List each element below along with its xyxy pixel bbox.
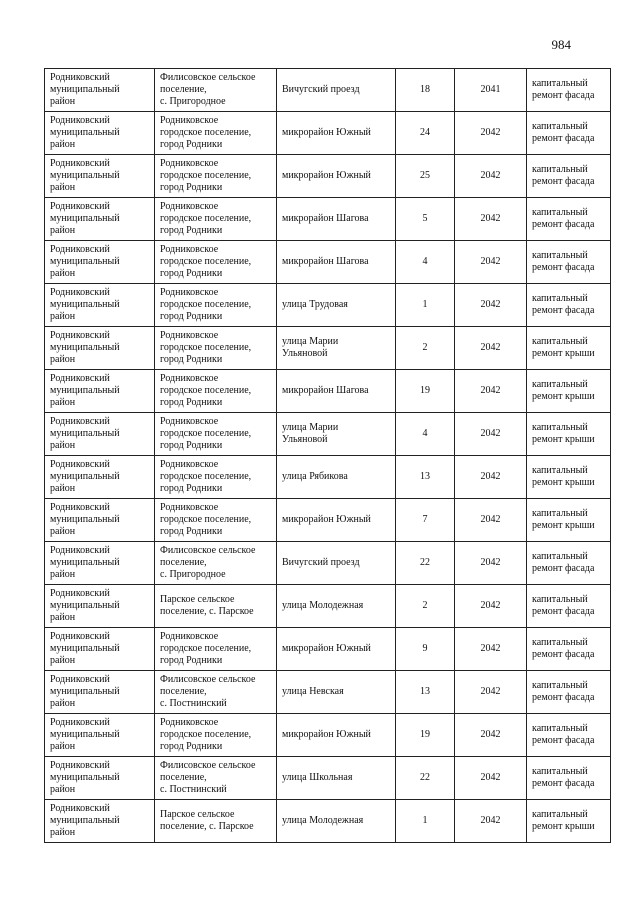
district-cell [45, 370, 155, 413]
work-type-cell-text: капитальный ремонт фасада [532, 293, 595, 316]
settlement-cell [155, 757, 277, 800]
table-row [45, 112, 611, 155]
work-type-cell-text: капитальный ремонт крыши [532, 336, 595, 359]
work-type-cell [527, 585, 611, 628]
street-cell [277, 628, 396, 671]
work-type-cell [527, 413, 611, 456]
street-cell [277, 413, 396, 456]
work-type-cell-text: капитальный ремонт крыши [532, 465, 595, 488]
district-cell [45, 628, 155, 671]
district-cell [45, 112, 155, 155]
district-cell-text: Родниковский муниципальный район [50, 244, 120, 279]
settlement-cell [155, 542, 277, 585]
street-cell-text: улица Марии Ульяновой [282, 336, 339, 359]
house-number-cell [396, 585, 455, 628]
year-cell-text: 2042 [480, 772, 501, 783]
district-cell-text: Родниковский муниципальный район [50, 717, 120, 752]
settlement-cell-text: Родниковское городское поселение, город Родники [160, 158, 252, 193]
settlement-cell-text: Родниковское городское поселение, город Родники [160, 330, 252, 365]
work-type-cell [527, 800, 611, 843]
house-number-cell-text: 1 [422, 299, 428, 310]
settlement-cell [155, 413, 277, 456]
district-cell-text: Родниковский муниципальный район [50, 72, 120, 107]
work-type-cell-text: капитальный ремонт фасада [532, 680, 595, 703]
table-row [45, 241, 611, 284]
work-type-cell [527, 198, 611, 241]
street-cell [277, 800, 396, 843]
settlement-cell [155, 284, 277, 327]
table-row [45, 757, 611, 800]
year-cell-text: 2042 [480, 299, 501, 310]
work-type-cell-text: капитальный ремонт фасада [532, 723, 595, 746]
table-row [45, 198, 611, 241]
work-type-cell-text: капитальный ремонт крыши [532, 809, 595, 832]
settlement-cell-text: Родниковское городское поселение, город Родники [160, 287, 252, 322]
house-number-cell [396, 155, 455, 198]
street-cell-text: улица Рябикова [282, 471, 348, 482]
settlement-cell [155, 456, 277, 499]
year-cell-text: 2042 [480, 428, 501, 439]
table-row [45, 499, 611, 542]
year-cell-text: 2042 [480, 471, 501, 482]
house-number-cell [396, 112, 455, 155]
year-cell [455, 456, 527, 499]
house-number-cell-text: 2 [422, 600, 428, 611]
street-cell [277, 284, 396, 327]
year-cell [455, 327, 527, 370]
district-cell [45, 198, 155, 241]
house-number-cell [396, 327, 455, 370]
year-cell [455, 112, 527, 155]
district-cell [45, 456, 155, 499]
year-cell-text: 2042 [480, 600, 501, 611]
work-type-cell [527, 628, 611, 671]
settlement-cell [155, 198, 277, 241]
year-cell [455, 370, 527, 413]
settlement-cell-text: Родниковское городское поселение, город Родники [160, 459, 252, 494]
work-type-cell-text: капитальный ремонт фасада [532, 207, 595, 230]
district-cell-text: Родниковский муниципальный район [50, 158, 120, 193]
street-cell [277, 155, 396, 198]
house-number-cell-text: 19 [420, 729, 430, 740]
street-cell [277, 542, 396, 585]
work-type-cell-text: капитальный ремонт крыши [532, 508, 595, 531]
table-row [45, 585, 611, 628]
year-cell-text: 2042 [480, 643, 501, 654]
district-cell-text: Родниковский муниципальный район [50, 631, 120, 666]
table-body [45, 69, 611, 843]
district-cell-text: Родниковский муниципальный район [50, 545, 120, 580]
year-cell [455, 69, 527, 112]
house-number-cell-text: 24 [420, 127, 430, 138]
district-cell [45, 327, 155, 370]
street-cell-text: улица Марии Ульяновой [282, 422, 339, 445]
settlement-cell-text: Родниковское городское поселение, город Родники [160, 502, 252, 537]
work-type-cell [527, 671, 611, 714]
street-cell-text: улица Трудовая [282, 299, 348, 310]
settlement-cell [155, 714, 277, 757]
year-cell-text: 2042 [480, 815, 501, 826]
district-cell-text: Родниковский муниципальный район [50, 416, 120, 451]
year-cell [455, 284, 527, 327]
work-type-cell [527, 112, 611, 155]
year-cell [455, 800, 527, 843]
street-cell [277, 112, 396, 155]
year-cell [455, 155, 527, 198]
table-row [45, 628, 611, 671]
house-number-cell-text: 19 [420, 385, 430, 396]
street-cell [277, 370, 396, 413]
settlement-cell-text: Парское сельское поселение, с. Парское [160, 809, 254, 832]
settlement-cell-text: Родниковское городское поселение, город Родники [160, 416, 252, 451]
street-cell-text: улица Невская [282, 686, 344, 697]
settlement-cell-text: Родниковское городское поселение, город Родники [160, 631, 252, 666]
street-cell-text: микрорайон Южный [282, 643, 371, 654]
house-number-cell [396, 241, 455, 284]
street-cell [277, 456, 396, 499]
house-number-cell-text: 5 [422, 213, 428, 224]
street-cell-text: улица Школьная [282, 772, 353, 783]
table-row [45, 413, 611, 456]
house-number-cell [396, 499, 455, 542]
repair-schedule-table [44, 68, 611, 843]
table-row [45, 542, 611, 585]
page-number: 984 [551, 37, 571, 52]
table-row [45, 69, 611, 112]
house-number-cell-text: 4 [422, 256, 428, 267]
district-cell-text: Родниковский муниципальный район [50, 502, 120, 537]
house-number-cell-text: 18 [420, 84, 430, 95]
settlement-cell-text: Филисовское сельское поселение, с. Постнинский [160, 674, 256, 709]
settlement-cell [155, 69, 277, 112]
district-cell [45, 413, 155, 456]
table-row [45, 671, 611, 714]
settlement-cell [155, 585, 277, 628]
settlement-cell [155, 628, 277, 671]
year-cell [455, 241, 527, 284]
district-cell-text: Родниковский муниципальный район [50, 287, 120, 322]
settlement-cell-text: Родниковское городское поселение, город Родники [160, 201, 252, 236]
table-row [45, 800, 611, 843]
house-number-cell [396, 456, 455, 499]
settlement-cell [155, 112, 277, 155]
district-cell [45, 757, 155, 800]
district-cell [45, 585, 155, 628]
table-row [45, 370, 611, 413]
work-type-cell [527, 155, 611, 198]
work-type-cell [527, 757, 611, 800]
settlement-cell [155, 241, 277, 284]
house-number-cell-text: 22 [420, 557, 430, 568]
work-type-cell-text: капитальный ремонт фасада [532, 594, 595, 617]
house-number-cell-text: 22 [420, 772, 430, 783]
settlement-cell [155, 155, 277, 198]
table-row [45, 284, 611, 327]
house-number-cell [396, 69, 455, 112]
district-cell-text: Родниковский муниципальный район [50, 760, 120, 795]
street-cell-text: микрорайон Южный [282, 729, 371, 740]
work-type-cell-text: капитальный ремонт фасада [532, 121, 595, 144]
settlement-cell [155, 671, 277, 714]
district-cell-text: Родниковский муниципальный район [50, 201, 120, 236]
year-cell [455, 628, 527, 671]
work-type-cell-text: капитальный ремонт фасада [532, 250, 595, 273]
work-type-cell [527, 327, 611, 370]
street-cell-text: микрорайон Южный [282, 170, 371, 181]
work-type-cell-text: капитальный ремонт фасада [532, 164, 595, 187]
house-number-cell [396, 757, 455, 800]
district-cell-text: Родниковский муниципальный район [50, 459, 120, 494]
district-cell [45, 241, 155, 284]
work-type-cell [527, 456, 611, 499]
district-cell-text: Родниковский муниципальный район [50, 115, 120, 150]
house-number-cell-text: 25 [420, 170, 430, 181]
district-cell-text: Родниковский муниципальный район [50, 330, 120, 365]
street-cell-text: микрорайон Южный [282, 127, 371, 138]
year-cell-text: 2042 [480, 342, 501, 353]
district-cell-text: Родниковский муниципальный район [50, 588, 120, 623]
street-cell [277, 671, 396, 714]
year-cell-text: 2042 [480, 686, 501, 697]
year-cell [455, 757, 527, 800]
work-type-cell [527, 499, 611, 542]
year-cell [455, 198, 527, 241]
house-number-cell-text: 7 [422, 514, 428, 525]
work-type-cell-text: капитальный ремонт крыши [532, 379, 595, 402]
year-cell-text: 2042 [480, 256, 501, 267]
house-number-cell-text: 13 [420, 471, 430, 482]
street-cell-text: улица Молодежная [282, 600, 364, 611]
work-type-cell-text: капитальный ремонт фасада [532, 766, 595, 789]
year-cell-text: 2042 [480, 127, 501, 138]
table-row [45, 155, 611, 198]
year-cell [455, 499, 527, 542]
street-cell [277, 198, 396, 241]
street-cell-text: Вичугский проезд [282, 84, 360, 95]
settlement-cell-text: Родниковское городское поселение, город Родники [160, 717, 252, 752]
street-cell [277, 585, 396, 628]
work-type-cell [527, 542, 611, 585]
district-cell-text: Родниковский муниципальный район [50, 803, 120, 838]
street-cell [277, 241, 396, 284]
street-cell-text: микрорайон Южный [282, 514, 371, 525]
settlement-cell-text: Родниковское городское поселение, город Родники [160, 373, 252, 408]
settlement-cell-text: Родниковское городское поселение, город Родники [160, 244, 252, 279]
settlement-cell [155, 370, 277, 413]
settlement-cell-text: Филисовское сельское поселение, с. Пригородное [160, 545, 256, 580]
work-type-cell [527, 284, 611, 327]
district-cell-text: Родниковский муниципальный район [50, 674, 120, 709]
year-cell-text: 2042 [480, 385, 501, 396]
house-number-cell [396, 413, 455, 456]
house-number-cell [396, 800, 455, 843]
settlement-cell [155, 327, 277, 370]
work-type-cell-text: капитальный ремонт фасада [532, 551, 595, 574]
street-cell [277, 327, 396, 370]
district-cell-text: Родниковский муниципальный район [50, 373, 120, 408]
year-cell-text: 2042 [480, 557, 501, 568]
settlement-cell-text: Филисовское сельское поселение, с. Пригородное [160, 72, 256, 107]
district-cell [45, 542, 155, 585]
settlement-cell [155, 800, 277, 843]
work-type-cell-text: капитальный ремонт фасада [532, 637, 595, 660]
year-cell [455, 542, 527, 585]
settlement-cell [155, 499, 277, 542]
district-cell [45, 155, 155, 198]
district-cell [45, 714, 155, 757]
street-cell [277, 499, 396, 542]
year-cell [455, 671, 527, 714]
street-cell [277, 757, 396, 800]
district-cell [45, 499, 155, 542]
house-number-cell-text: 9 [422, 643, 428, 654]
work-type-cell-text: капитальный ремонт фасада [532, 78, 595, 101]
settlement-cell-text: Родниковское городское поселение, город Родники [160, 115, 252, 150]
house-number-cell [396, 370, 455, 413]
street-cell-text: микрорайон Шагова [282, 213, 369, 224]
street-cell [277, 714, 396, 757]
street-cell [277, 69, 396, 112]
year-cell-text: 2042 [480, 170, 501, 181]
district-cell [45, 284, 155, 327]
street-cell-text: микрорайон Шагова [282, 256, 369, 267]
house-number-cell [396, 714, 455, 757]
house-number-cell-text: 1 [422, 815, 428, 826]
district-cell [45, 800, 155, 843]
house-number-cell-text: 2 [422, 342, 428, 353]
settlement-cell-text: Филисовское сельское поселение, с. Постнинский [160, 760, 256, 795]
district-cell [45, 69, 155, 112]
street-cell-text: микрорайон Шагова [282, 385, 369, 396]
district-cell [45, 671, 155, 714]
table-row [45, 456, 611, 499]
year-cell [455, 585, 527, 628]
work-type-cell [527, 69, 611, 112]
house-number-cell-text: 13 [420, 686, 430, 697]
house-number-cell [396, 671, 455, 714]
work-type-cell [527, 370, 611, 413]
settlement-cell-text: Парское сельское поселение, с. Парское [160, 594, 254, 617]
house-number-cell [396, 284, 455, 327]
house-number-cell-text: 4 [422, 428, 428, 439]
house-number-cell [396, 542, 455, 585]
street-cell-text: Вичугский проезд [282, 557, 360, 568]
year-cell [455, 413, 527, 456]
house-number-cell [396, 198, 455, 241]
year-cell-text: 2042 [480, 729, 501, 740]
year-cell-text: 2041 [480, 84, 501, 95]
table-row [45, 714, 611, 757]
year-cell [455, 714, 527, 757]
work-type-cell-text: капитальный ремонт крыши [532, 422, 595, 445]
house-number-cell [396, 628, 455, 671]
street-cell-text: улица Молодежная [282, 815, 364, 826]
work-type-cell [527, 241, 611, 284]
year-cell-text: 2042 [480, 514, 501, 525]
year-cell-text: 2042 [480, 213, 501, 224]
work-type-cell [527, 714, 611, 757]
table-row [45, 327, 611, 370]
